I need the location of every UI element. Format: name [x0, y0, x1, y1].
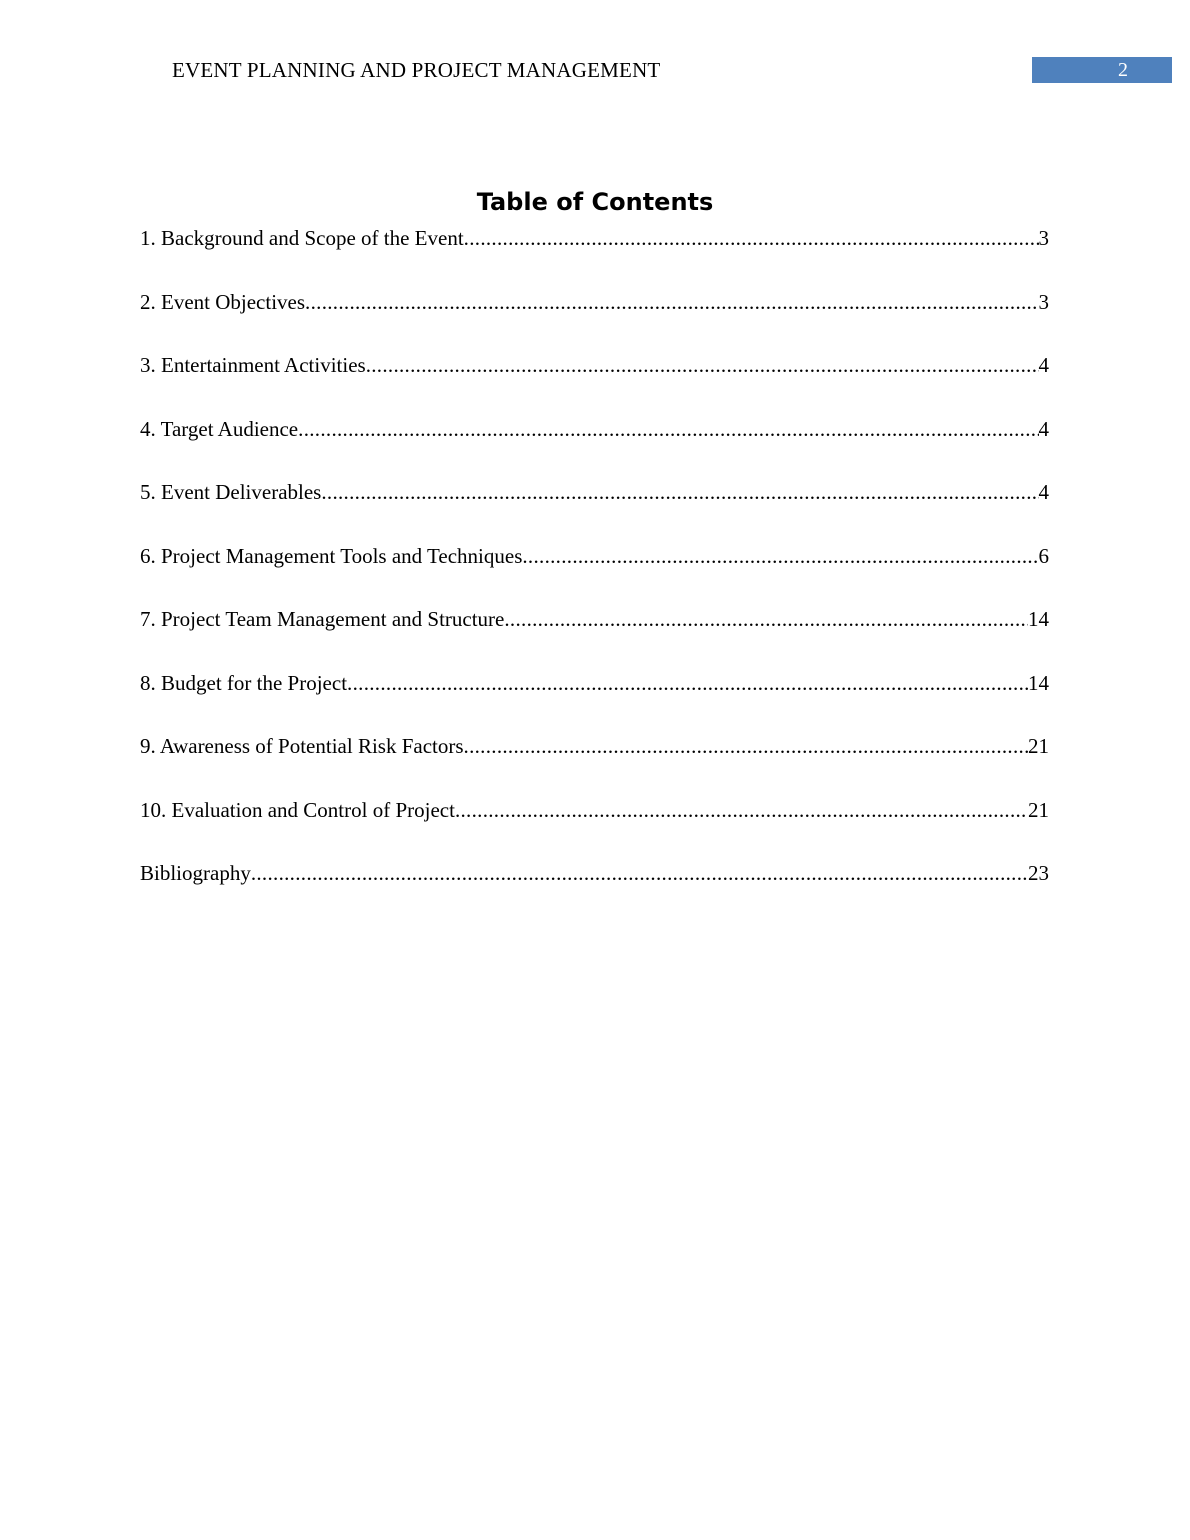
toc-entry-page[interactable]: 6: [1038, 543, 1049, 568]
toc-entry[interactable]: [140, 669, 1049, 733]
toc-dot-leader: [366, 351, 1039, 379]
toc-entry[interactable]: [140, 288, 1049, 352]
toc-dot-leader: [305, 288, 1038, 316]
toc-dot-leader: [251, 859, 1028, 887]
toc-entry[interactable]: [140, 415, 1049, 479]
page-number: 2: [1118, 59, 1128, 81]
toc-entry-page[interactable]: 21: [1028, 797, 1049, 822]
toc-entry-label[interactable]: 7. Project Team Management and Structure: [140, 607, 505, 631]
toc-dot-leader: [455, 796, 1028, 824]
page-number-box: [1032, 57, 1172, 83]
toc-entry-label[interactable]: 4. Target Audience: [140, 416, 299, 441]
toc-dot-leader: [522, 542, 1038, 570]
toc-entry[interactable]: [140, 859, 1049, 923]
toc-dot-leader: [321, 478, 1038, 506]
toc-entry-label[interactable]: 6. Project Management Tools and Techniques: [140, 543, 523, 568]
toc-entry-label[interactable]: 8. Budget for the Project: [140, 670, 348, 695]
toc-entry-page[interactable]: 21: [1028, 734, 1049, 758]
toc-entry-page[interactable]: 4: [1038, 480, 1049, 504]
toc-entry[interactable]: [140, 732, 1049, 796]
toc-entry-page[interactable]: 3: [1038, 226, 1049, 250]
toc-entry-label[interactable]: 2. Event Objectives: [140, 289, 306, 314]
toc-title: Table of Contents: [476, 188, 714, 216]
toc-entry[interactable]: [140, 478, 1049, 542]
toc-dot-leader: [464, 732, 1028, 760]
toc-entry[interactable]: [140, 796, 1049, 860]
toc-dot-leader: [504, 605, 1028, 633]
toc-list: [140, 224, 1049, 923]
toc-entry-label[interactable]: Bibliography: [140, 861, 251, 885]
toc-entry-page[interactable]: 4: [1038, 353, 1049, 377]
toc-entry-page[interactable]: 4: [1038, 416, 1049, 441]
toc-entry[interactable]: [140, 224, 1049, 288]
toc-entry[interactable]: [140, 351, 1049, 415]
toc-entry-page[interactable]: 3: [1038, 289, 1049, 314]
toc-dot-leader: [464, 224, 1039, 252]
toc-dot-leader: [298, 415, 1038, 443]
toc-entry-page[interactable]: 14: [1028, 670, 1049, 695]
toc-entry-page[interactable]: 14: [1028, 607, 1049, 631]
running-head: EVENT PLANNING AND PROJECT MANAGEMENT: [172, 58, 661, 82]
toc-entry-page[interactable]: 23: [1028, 861, 1049, 885]
toc-entry-label[interactable]: 10. Evaluation and Control of Project: [140, 797, 455, 822]
toc-entry-label[interactable]: 9. Awareness of Potential Risk Factors: [140, 734, 464, 758]
toc-entry-label[interactable]: 5. Event Deliverables: [140, 480, 322, 504]
toc-entry[interactable]: [140, 605, 1049, 669]
toc-entry-label[interactable]: 3. Entertainment Activities: [140, 353, 366, 377]
toc-dot-leader: [347, 669, 1028, 697]
toc-entry[interactable]: [140, 542, 1049, 606]
toc-entry-label[interactable]: 1. Background and Scope of the Event: [140, 226, 464, 250]
